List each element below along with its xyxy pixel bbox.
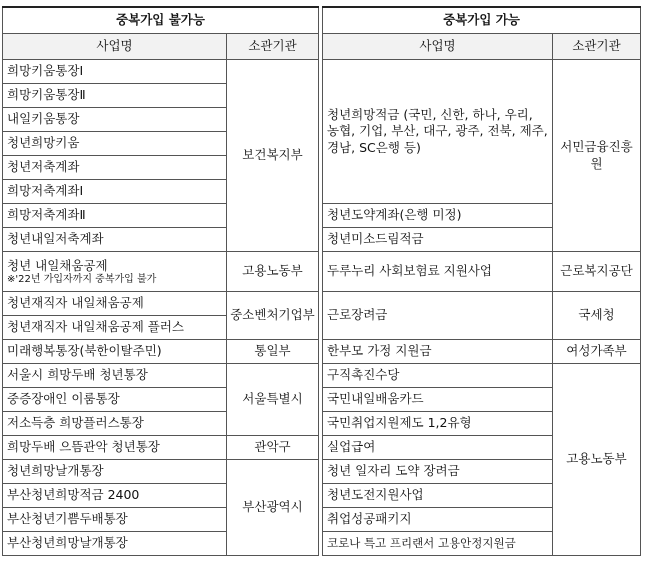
program-cell: 청년희망날개통장 bbox=[3, 460, 227, 484]
program-cell: 청년도약계좌(은행 미정) bbox=[323, 204, 553, 228]
program-cell: 희망키움통장Ⅱ bbox=[3, 84, 227, 108]
program-cell: 희망두배 으뜸관악 청년통장 bbox=[3, 436, 227, 460]
agency-cell: 통일부 bbox=[227, 340, 319, 364]
program-cell: 코로나 특고 프리랜서 고용안정지원금 bbox=[323, 532, 553, 556]
program-cell: 청년 일자리 도약 장려금 bbox=[323, 460, 553, 484]
program-cell: 청년재직자 내일채움공제 플러스 bbox=[3, 316, 227, 340]
program-cell: 청년희망키움 bbox=[3, 132, 227, 156]
agency-cell: 서민금융진흥원 bbox=[553, 60, 641, 252]
allowed-title: 중복가입 가능 bbox=[323, 7, 641, 34]
program-cell: 미래행복통장(북한이탈주민) bbox=[3, 340, 227, 364]
program-cell: 청년도전지원사업 bbox=[323, 484, 553, 508]
agency-cell: 근로복지공단 bbox=[553, 252, 641, 292]
agency-cell: 서울특별시 bbox=[227, 364, 319, 436]
program-cell: 취업성공패키지 bbox=[323, 508, 553, 532]
agency-cell: 중소벤처기업부 bbox=[227, 292, 319, 340]
program-cell: 두루누리 사회보험료 지원사업 bbox=[323, 252, 553, 292]
program-column-header: 사업명 bbox=[323, 34, 553, 60]
agency-column-header: 소관기관 bbox=[227, 34, 319, 60]
agency-cell: 부산광역시 bbox=[227, 460, 319, 556]
program-cell: 희망저축계좌Ⅰ bbox=[3, 180, 227, 204]
agency-cell: 보건복지부 bbox=[227, 60, 319, 252]
program-cell: 근로장려금 bbox=[323, 292, 553, 340]
program-cell: 청년재직자 내일채움공제 bbox=[3, 292, 227, 316]
program-cell: 부산청년희망날개통장 bbox=[3, 532, 227, 556]
program-cell: 한부모 가정 지원금 bbox=[323, 340, 553, 364]
program-cell: 청년희망적금 (국민, 신한, 하나, 우리, 농협, 기업, 부산, 대구, 광주, 전북, 제주, 경남, SC은행 등) bbox=[323, 60, 553, 204]
program-cell: 서울시 희망두배 청년통장 bbox=[3, 364, 227, 388]
not-allowed-table bbox=[2, 6, 319, 556]
program-cell: 구직촉진수당 bbox=[323, 364, 553, 388]
agency-cell: 관악구 bbox=[227, 436, 319, 460]
program-cell: 실업급여 bbox=[323, 436, 553, 460]
program-cell: 부산청년기쁨두배통장 bbox=[3, 508, 227, 532]
allowed-table bbox=[322, 6, 641, 556]
program-name: 청년 내일채움공제 bbox=[7, 257, 108, 273]
agency-cell: 고용노동부 bbox=[227, 252, 319, 292]
agency-cell: 고용노동부 bbox=[553, 364, 641, 556]
agency-cell: 여성가족부 bbox=[553, 340, 641, 364]
program-cell: 국민취업지원제도 1,2유형 bbox=[323, 412, 553, 436]
program-cell: 희망저축계좌Ⅱ bbox=[3, 204, 227, 228]
program-cell: 부산청년희망적금 2400 bbox=[3, 484, 227, 508]
program-cell: 내일키움통장 bbox=[3, 108, 227, 132]
program-cell: 저소득층 희망플러스통장 bbox=[3, 412, 227, 436]
program-cell: 중증장애인 이룸통장 bbox=[3, 388, 227, 412]
program-cell bbox=[3, 252, 227, 292]
program-cell: 청년저축계좌 bbox=[3, 156, 227, 180]
program-cell: 청년미소드림적금 bbox=[323, 228, 553, 252]
program-column-header: 사업명 bbox=[3, 34, 227, 60]
program-cell: 희망키움통장Ⅰ bbox=[3, 60, 227, 84]
not-allowed-title: 중복가입 불가능 bbox=[3, 7, 319, 34]
program-cell: 청년내일저축계좌 bbox=[3, 228, 227, 252]
agency-cell: 국세청 bbox=[553, 292, 641, 340]
program-cell: 국민내일배움카드 bbox=[323, 388, 553, 412]
program-note: ※'22년 가입자까지 중복가입 불가 bbox=[7, 274, 157, 286]
agency-column-header: 소관기관 bbox=[553, 34, 641, 60]
